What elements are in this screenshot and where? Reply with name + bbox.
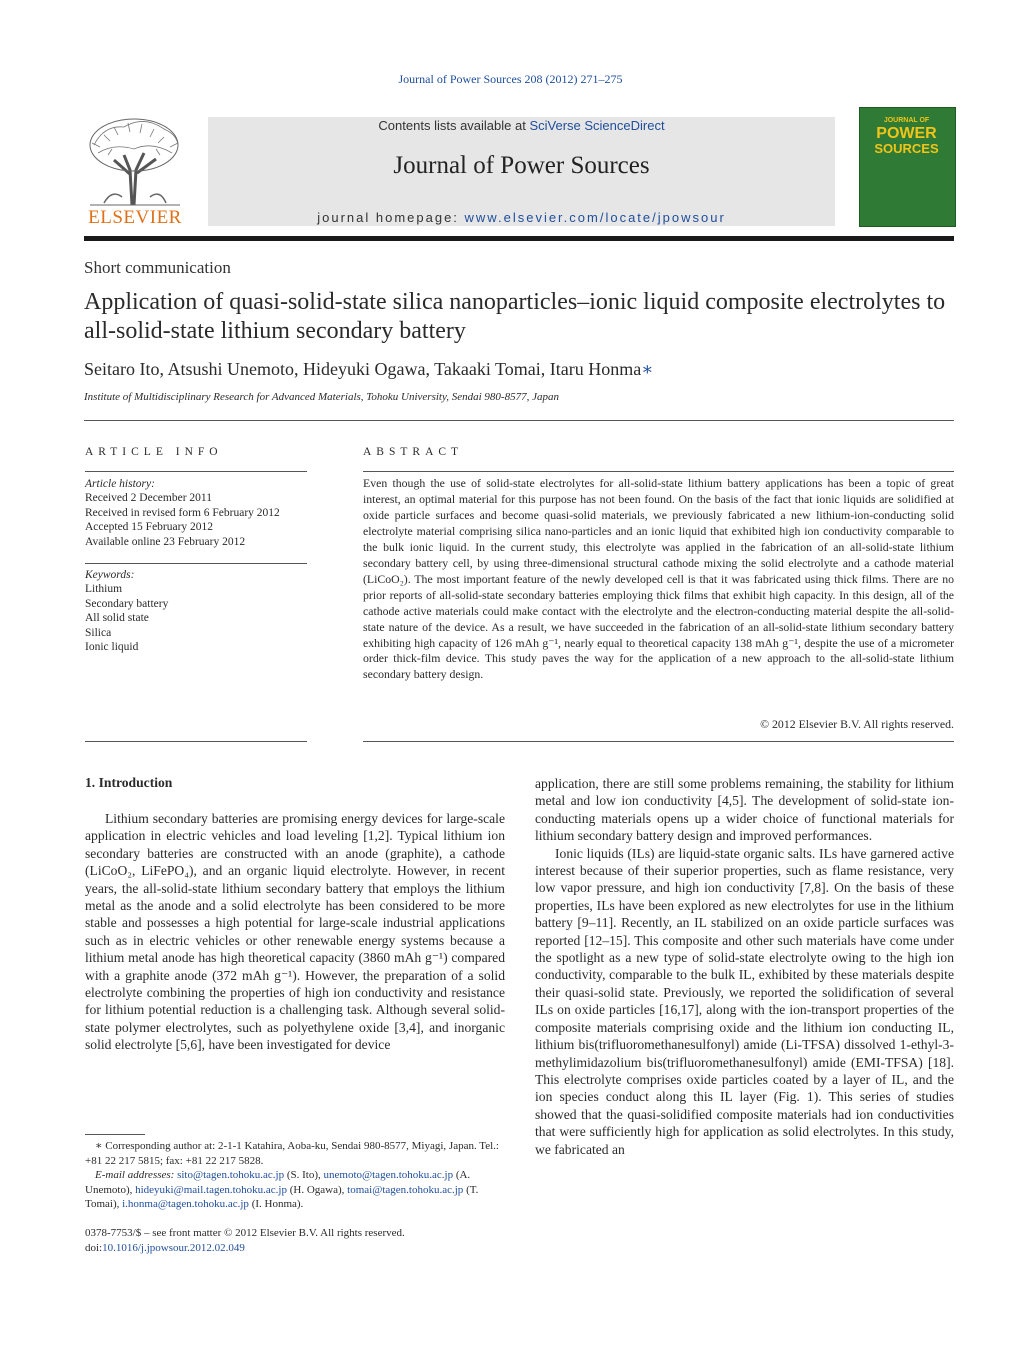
history-item: Received 2 December 2011	[85, 492, 212, 505]
author-list: Seitaro Ito, Atsushi Unemoto, Hideyuki Ogawa, Takaaki Tomai, Itaru Honma∗	[84, 359, 654, 379]
doi-link[interactable]: 10.1016/j.jpowsour.2012.02.049	[102, 1241, 245, 1254]
journal-reference[interactable]: Journal of Power Sources 208 (2012) 271–275	[398, 72, 623, 86]
journal-title: Journal of Power Sources	[393, 152, 650, 179]
footnotes	[85, 1139, 505, 1212]
history-item: Received in revised form 6 February 2012	[85, 506, 280, 519]
article-type: Short communication	[84, 258, 231, 277]
body-column-left	[85, 810, 505, 1054]
publication-info	[85, 1226, 505, 1255]
copyright: © 2012 Elsevier B.V. All rights reserved.	[760, 717, 954, 731]
body-paragraph: Lithium secondary batteries are promising energy devices for large-scale application in electric vehicles and load leveling [1,2]. Typical lithium ion secondary batteries are constructed with an anode (graphite), a cathode (LiCoO₂, LiFePO₄), and an organic liquid electrolyte. However, in recent years, the all-solid-state lithium secondary battery that employs the lithium metal as the anode and a solid electrolyte has been considered to be more stable and possesses a high potential for large-scale industrial applications such as in electric vehicles or other renewable energy systems because a lithium metal anode has high theoretical capacity (3860 mAh g⁻¹) compared with a graphite anode (372 mAh g⁻¹). However, the preparation of a solid electrolyte combining the properties of high ion conductivity and resistance for lithium potential reduction is a challenging task. Although several solid-state polymer electrolytes, such as polyethylene oxide [3,4], and inorganic solid electrolyte [5,6], have been investigated for device	[85, 811, 505, 1053]
journal-cover-title: JOURNAL OF POWER SOURCES	[874, 117, 939, 156]
divider	[85, 741, 307, 742]
corresponding-author-mark[interactable]: ∗	[641, 359, 654, 379]
footnote-rule	[85, 1134, 145, 1135]
keyword: Secondary battery	[85, 597, 169, 610]
divider	[363, 741, 954, 742]
body-paragraph: Ionic liquids (ILs) are liquid-state organic salts. ILs have garnered active interest because of their superior properties, such as flame resistance, very low vapor pressure, and high ion conductivity [7,8]. On the basis of these properties, ILs have been explored as new electrolytes for use in the lithium battery [9–11]. Recently, an IL stabilized on an oxide particle surfaces was reported [12–15]. This composite and other such materials have come under the spotlight as a new type of solid-state electrolyte owing to the high ion conductivity, comparable to the bulk IL, exhibited by these materials despite their quasi-solid state. Previously, we reported the solidification of several ILs on oxide particles [16,17], along with the ion-transport properties of the composite materials comprising oxide and the lithium ion conducting IL, lithium bis(trifluoromethanesulfonyl) amide (Li-TFSA) dissolved 1-ethyl-3-methylimidazolium bis(trifluoromethanesulfonyl) amide (EMI-TFSA) [18]. This electrolyte comprises oxide particles coated by a layer of IL, and the ion species conduct along this IL layer (Fig. 1). This series of studies showed that the quasi-solidified composite materials had ion conductivities that were sufficiently high for application as solid electrolytes. In this study, we fabricated an	[535, 845, 954, 1157]
history-label: Article history:	[85, 478, 155, 490]
history-item: Available online 23 February 2012	[85, 535, 246, 548]
body-column-right	[535, 775, 954, 1158]
article-title: Application of quasi-solid-state silica nanoparticles–ionic liquid composite electrolytes to all-solid-state lithium secondary battery	[84, 289, 946, 344]
email-link[interactable]: sito@tagen.tohoku.ac.jp	[177, 1169, 285, 1182]
abstract-text: Even though the use of solid-state electrolytes for all-solid-state lithium battery applications has been a topic of great interest, an optimal material for this purpose has not been found. On the basis of the fact that ionic liquids are solidified at oxide particle surfaces and become quasi-solid materials, we previously fabricated a new lithium-ion-conducting solid electrolyte material comprising silica nano-particles and an ionic liquid that exhibited high ion conductivity comparable to the bulk ionic liquid. In the current study, this electrolyte was applied in the fabrication of an all-solid-state lithium secondary battery cell, by using three-dimensional structural cathode mixing the solid electrolyte and a cathode material (LiCoO₂). The most important feature of the newly developed cell is that it was fabricated using thick films. There are no prior reports of all-solid-state secondary batteries employing thick films that exhibit high capacity. In this design, all of the cathode active materials could make contact with the electrolyte and the electron-conducting material despite the all-solid-state nature of the device. As a result, we have succeeded in the fabrication of an all-solid-state lithium secondary battery exhibiting high capacity of 126 mAh g⁻¹, nearly equal to theoretical capacity 138 mAh g⁻¹, despite the use of a micrometer order thick-film device. This study paves the way for the application of a new approach to the all-solid-state lithium secondary battery design.	[363, 476, 954, 682]
email-link[interactable]: tomai@tagen.tohoku.ac.jp	[347, 1183, 464, 1196]
email-link[interactable]: hideyuki@mail.tagen.tohoku.ac.jp	[135, 1183, 287, 1196]
divider	[84, 420, 954, 421]
contents-line: Contents lists available at SciVerse ScienceDirect	[378, 118, 665, 133]
homepage-line: journal homepage: www.elsevier.com/locate/jpowsour	[317, 210, 726, 225]
divider	[363, 471, 954, 472]
article-history	[85, 477, 307, 549]
divider	[85, 563, 307, 564]
divider	[85, 471, 307, 472]
elsevier-wordmark: ELSEVIER	[88, 207, 182, 228]
email-link[interactable]: unemoto@tagen.tohoku.ac.jp	[323, 1169, 454, 1182]
issn-line: 0378-7753/$ – see front matter © 2012 Elsevier B.V. All rights reserved.	[85, 1227, 405, 1239]
abstract-heading: ABSTRACT	[363, 446, 464, 458]
email-addresses: E-mail addresses: sito@tagen.tohoku.ac.jp (S. Ito), unemoto@tagen.tohoku.ac.jp (A. Unemoto), hideyuki@mail.tagen.tohoku.ac.jp (H. Ogawa), tomai@tagen.tohoku.ac.jp (T. Tomai), i.honma@tagen.tohoku.ac.jp (I. Honma).	[85, 1169, 479, 1211]
corresponding-author-note: ∗ Corresponding author at: 2-1-1 Katahira, Aoba-ku, Sendai 980-8577, Miyagi, Japan. Tel.: +81 22 217 5815; fax: +81 22 217 5828.	[85, 1140, 499, 1167]
sciencedirect-link[interactable]: SciVerse ScienceDirect	[529, 118, 665, 133]
header-divider	[84, 236, 954, 241]
affiliation: Institute of Multidisciplinary Research for Advanced Materials, Tohoku University, Sendai 980-8577, Japan	[84, 391, 559, 403]
keywords	[85, 568, 307, 654]
homepage-link[interactable]: www.elsevier.com/locate/jpowsour	[464, 210, 726, 225]
keyword: Silica	[85, 626, 112, 639]
doi-line: doi:10.1016/j.jpowsour.2012.02.049	[85, 1241, 245, 1254]
email-link[interactable]: i.honma@tagen.tohoku.ac.jp	[122, 1198, 249, 1211]
keyword: Ionic liquid	[85, 641, 139, 654]
history-item: Accepted 15 February 2012	[85, 521, 214, 534]
keyword: All solid state	[85, 612, 149, 625]
article-info-heading: ARTICLE INFO	[85, 446, 223, 458]
keyword: Lithium	[85, 583, 123, 596]
body-paragraph: application, there are still some problems remaining, the stability for lithium metal and low ion conductivity [4,5]. The development of solid-state ion-conducting materials opens up a wider choice of functional materials for lithium secondary battery design and improved performances.	[535, 776, 954, 844]
section-heading: 1. Introduction	[85, 775, 173, 790]
keywords-label: Keywords:	[85, 569, 135, 581]
